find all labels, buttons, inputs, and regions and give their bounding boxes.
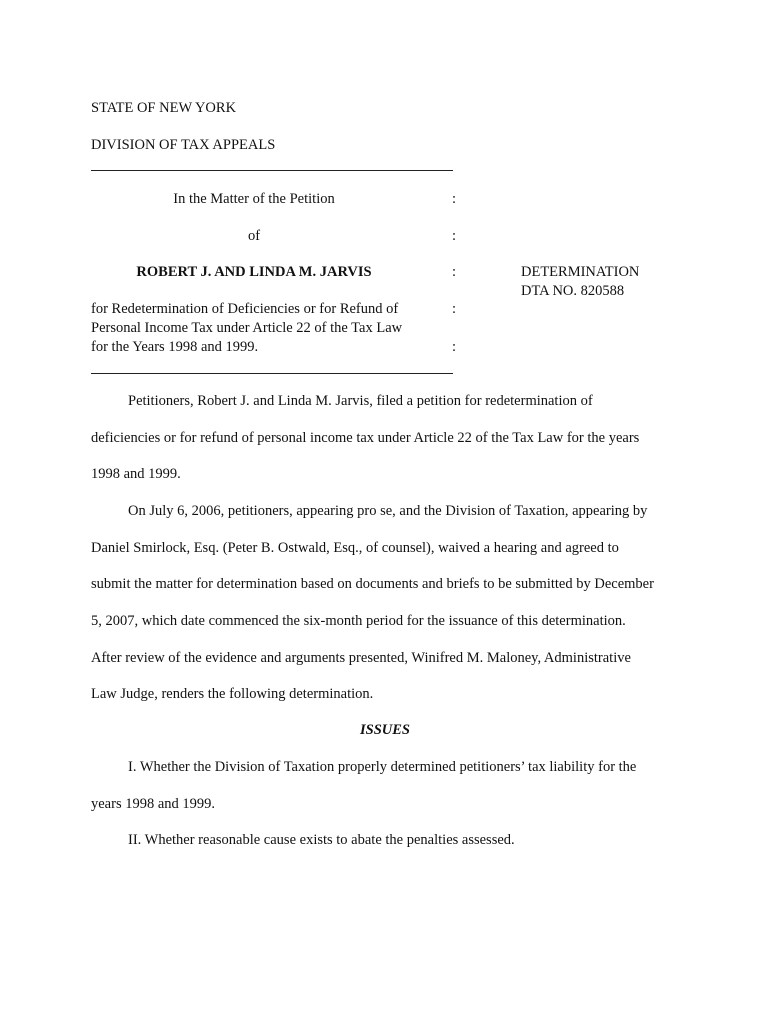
body-text-line: submit the matter for determination based on documents and briefs to be submitted by December <box>91 576 654 592</box>
caption-purpose-line: Personal Income Tax under Article 22 of the Tax Law <box>91 320 403 336</box>
caption-colon: : <box>452 264 457 280</box>
issue-text-line: I. Whether the Division of Taxation properly determined petitioners’ tax liability for the <box>128 759 637 775</box>
body-text-line: 1998 and 1999. <box>91 466 181 482</box>
caption-colon: : <box>452 228 457 244</box>
body-text-line: deficiencies or for refund of personal income tax under Article 22 of the Tax Law for the years <box>91 430 640 446</box>
body-text-line: On July 6, 2006, petitioners, appearing pro se, and the Division of Taxation, appearing by <box>128 503 648 519</box>
caption-bottom-rule <box>91 373 453 374</box>
issue-text-line: years 1998 and 1999. <box>91 796 216 812</box>
body-text-line: 5, 2007, which date commenced the six-month period for the issuance of this determination. <box>91 613 626 629</box>
caption-matter: In the Matter of the Petition <box>173 191 335 207</box>
issue-text-line: II. Whether reasonable cause exists to abate the penalties assessed. <box>128 832 515 848</box>
caption-colon: : <box>452 339 457 355</box>
caption-of: of <box>247 228 261 244</box>
caption-petitioners: ROBERT J. AND LINDA M. JARVIS <box>136 264 372 280</box>
division-heading: DIVISION OF TAX APPEALS <box>91 137 276 153</box>
caption-colon: : <box>452 301 457 317</box>
state-heading: STATE OF NEW YORK <box>91 100 237 116</box>
caption-purpose-line: for Redetermination of Deficiencies or for Refund of <box>91 301 399 317</box>
caption-purpose-line: for the Years 1998 and 1999. <box>91 339 259 355</box>
body-text-line: Law Judge, renders the following determination. <box>91 686 374 702</box>
body-text-line: After review of the evidence and arguments presented, Winifred M. Maloney, Administrative <box>91 650 631 666</box>
body-text-line: Petitioners, Robert J. and Linda M. Jarvis, filed a petition for redetermination of <box>128 393 593 409</box>
body-text-line: Daniel Smirlock, Esq. (Peter B. Ostwald, Esq., of counsel), waived a hearing and agreed to <box>91 540 619 556</box>
issues-heading: ISSUES <box>360 722 410 738</box>
determination-label: DETERMINATION <box>521 264 640 280</box>
caption-top-rule <box>91 170 453 171</box>
dta-number: DTA NO. 820588 <box>521 283 625 299</box>
caption-colon: : <box>452 191 457 207</box>
